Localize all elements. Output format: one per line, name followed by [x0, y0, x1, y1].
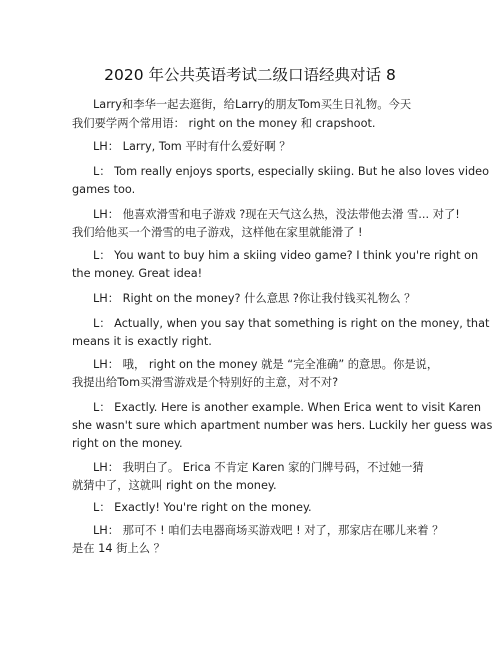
dialogue-lh-3: LH： Right on the money? 什么意思 ?你让我付钱买礼物么 ？ — [93, 292, 416, 305]
dialogue-lh-2-line-1: LH： 他喜欢滑雪和电子游戏 ?现在天气这么热，没法带他去滑 雪... 对了! — [93, 208, 460, 221]
paragraph-intro-line-2: 我们要学两个常用语： right on the money 和 crapshoot. — [72, 117, 376, 130]
dialogue-l-3-line-1: L： Actually, when you say that something is right on the money, that — [93, 317, 490, 330]
dialogue-lh-1: LH： Larry, Tom 平时有什么爱好啊 ？ — [93, 140, 291, 153]
dialogue-l-2-line-1: L： You want to buy him a skiing video game? I think you're right on — [93, 249, 479, 262]
dialogue-l-1-line-2: games too. — [72, 183, 136, 196]
dialogue-lh-5-line-1: LH： 我明白了。 Erica 不肯定 Karen 家的门牌号码，不过她一猜 — [93, 461, 424, 474]
dialogue-l-4-line-2: she wasn't sure which apartment number was hers. Luckily her guess was — [72, 419, 493, 432]
dialogue-lh-4-line-2: 我提出给Tom买滑雪游戏是个特别好的主意，对不对? — [72, 376, 339, 389]
dialogue-l-3-line-2: means it is exactly right. — [72, 335, 212, 348]
dialogue-l-4-line-3: right on the money. — [72, 437, 183, 450]
dialogue-lh-6-line-1: LH： 那可不 ! 咱们去电器商场买游戏吧 ! 对了，那家店在哪儿来着 ？ — [93, 524, 444, 537]
dialogue-l-5: L： Exactly! You're right on the money. — [93, 501, 312, 514]
dialogue-l-4-line-1: L： Exactly. Here is another example. When Erica went to visit Karen — [93, 401, 482, 414]
dialogue-lh-2-line-2: 我们给他买一个滑雪的电子游戏，这样他在家里就能滑了 ! — [72, 226, 363, 239]
dialogue-l-1-line-1: L： Tom really enjoys sports, especially skiing. But he also loves video — [93, 165, 490, 178]
paragraph-intro-line-1: Larry和李华一起去逛街，给Larry的朋友Tom买生日礼物。今天 — [93, 98, 412, 111]
dialogue-lh-6-line-2: 是在 14 街上么 ？ — [72, 542, 165, 555]
dialogue-lh-4-line-1: LH： 哦， right on the money 就是 “完全准确” 的意思。你是说， — [93, 358, 439, 371]
dialogue-lh-5-line-2: 就猜中了，这就叫 right on the money. — [72, 479, 277, 492]
document-title: 2020 年公共英语考试二级口语经典对话 8 — [104, 66, 396, 84]
dialogue-l-2-line-2: the money. Great idea! — [72, 267, 203, 280]
